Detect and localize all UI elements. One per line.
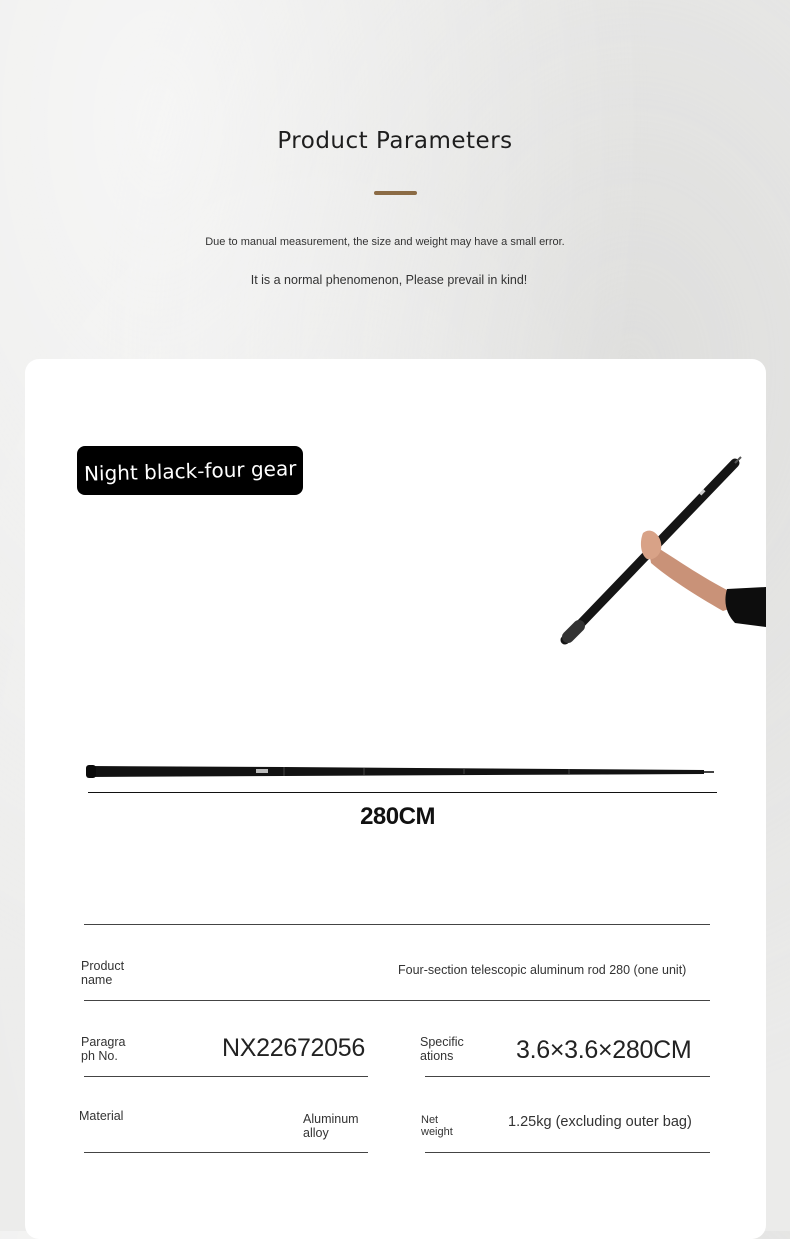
length-dimension-line (88, 792, 717, 793)
net-weight-label: Net weight (421, 1114, 453, 1138)
phenomenon-note: It is a normal phenomenon, Please prevail in kind! (250, 273, 528, 287)
spec-row-divider (425, 1152, 710, 1153)
variant-badge (77, 446, 303, 495)
length-label: 280CM (360, 803, 435, 830)
spec-row-divider (84, 1076, 368, 1077)
spec-row-divider (84, 1152, 368, 1153)
paragraph-no-label: Paragraph No. (81, 1035, 126, 1063)
paragraph-no-value: NX22672056 (222, 1034, 365, 1062)
product-name-value: Four-section telescopic aluminum rod 280 (one unit) (398, 963, 687, 977)
page-title: Product Parameters (277, 128, 513, 154)
product-name-label: Product name (81, 959, 125, 987)
variant-badge-label: Night black-four gear (83, 455, 297, 486)
rod-in-hand-image (555, 455, 766, 655)
measurement-note: Due to manual measurement, the size and weight may have a small error. (205, 236, 565, 248)
spec-row-divider (425, 1076, 710, 1077)
specifications-value: 3.6×3.6×280CM (516, 1036, 692, 1064)
net-weight-value: 1.25kg (excluding outer bag) (508, 1114, 692, 1130)
material-value: Aluminum alloy (303, 1112, 359, 1140)
title-accent-divider (374, 191, 417, 195)
rod-extended-image (84, 760, 724, 784)
spec-row-divider (84, 1000, 710, 1001)
specifications-label: Specifications (420, 1035, 464, 1063)
material-label: Material (79, 1109, 124, 1123)
spec-table-top-rule (84, 924, 710, 925)
